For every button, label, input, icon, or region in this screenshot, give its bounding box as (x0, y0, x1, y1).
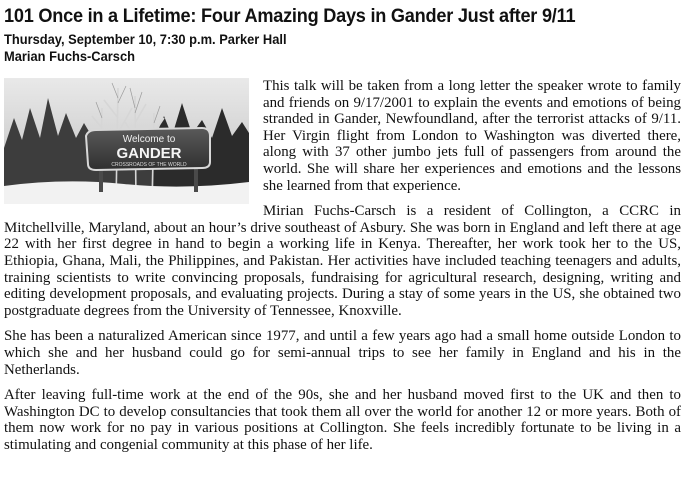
event-description (4, 78, 681, 453)
event-speaker: Marian Fuchs-Carsch (4, 48, 135, 64)
paragraph-citizenship: She has been a naturalized American since 1977, and until a few years ago had a small home outside London to which she and her husband could go for semi-annual trips to see her family in England and his in the Netherlands. (4, 328, 681, 378)
sign-line-3: CROSSROADS OF THE WORLD (111, 162, 187, 168)
paragraph-bio: Mirian Fuchs-Carsch is a resident of Collington, a CCRC in Mitchellville, Maryland, about an hour’s drive southeast of Asbury. She was born in England and left there at age 22 with her first degree in hand to begin a working life in Kenya. Thereafter, her work took her to the US, Ethiopia, Ghana, Mali, the Philippines, and Pakistan. Her activities have included teaching teenagers and adults, training scientists to write convincing proposals, fundraising for agricultural research, designing, writing and editing development proposals, and evaluating projects. During a stay of some years in the US, she obtained two postgraduate degrees from the University of Tennessee, Knoxville. (4, 203, 681, 319)
sign-line-2: GANDER (116, 145, 182, 162)
paragraph-career: After leaving full-time work at the end of the 90s, she and her husband moved first to the UK and then to Washington DC to develop consultancies that took them all over the world for another 12 or more years. Both of them now work for no pay in various positions at Collington. She feels incredibly fortunate to be living in a stimulating and congenial community at this phase of her life. (4, 387, 681, 453)
gander-welcome-sign-photo (4, 78, 249, 204)
paragraph-intro: This talk will be taken from a long letter the speaker wrote to family and friends on 9/17/2001 to explain the events and emotions of being stranded in Gander, Newfoundland, after the terrorist attacks of 9/11. Her Virgin flight from London to Washington was diverted there, along with 37 other jumbo jets full of passengers from around the world. She will share her experiences and emotions and the lessons she learned from that experience. (263, 78, 681, 194)
sign-line-1: Welcome to (122, 134, 176, 145)
event-datetime-location: Thursday, September 10, 7:30 p.m. Parker Hall (4, 31, 287, 47)
event-title: 101 Once in a Lifetime: Four Amazing Days in Gander Just after 9/11 (4, 5, 576, 27)
